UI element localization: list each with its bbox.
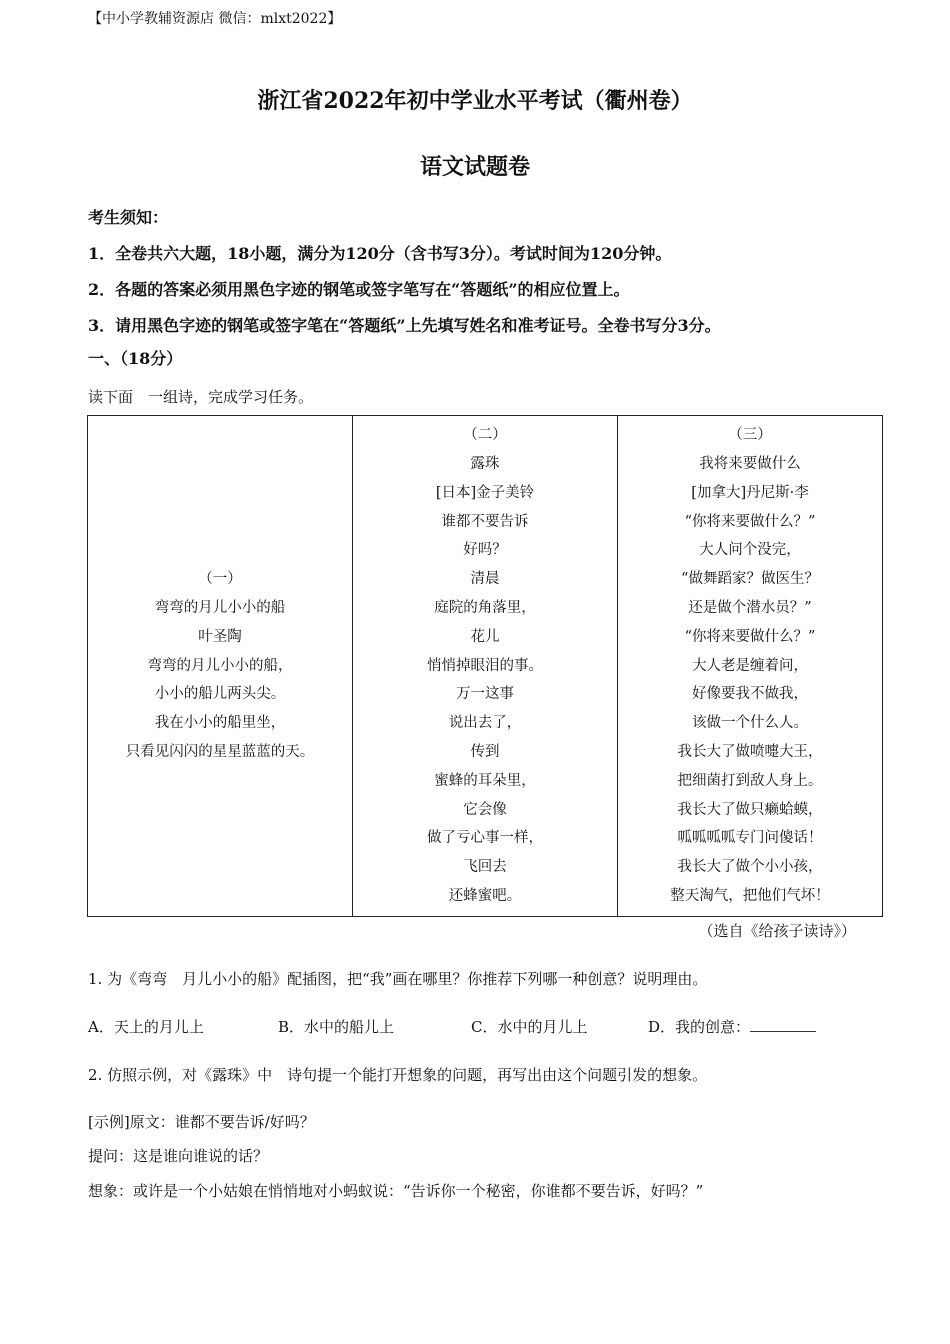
example-imagination: 想象：或许是一个小姑娘在悄悄地对小蚂蚁说：“告诉你一个秘密，你谁都不要告诉，好吗？” (88, 1182, 704, 1200)
poem-line: 好像要我不做我， (692, 686, 808, 703)
poem-line: 露珠 (470, 456, 500, 473)
poem-line: 悄悄掉眼泪的事。 (427, 657, 543, 674)
poem-line: 把细菌打到敌人身上。 (677, 772, 823, 789)
poem-line: 弯弯的月儿小小的船， (147, 657, 293, 674)
poem-line: 还蜂蜜吧。 (448, 887, 522, 904)
example-original: [示例]原文：谁都不要告诉/好吗？ (88, 1113, 315, 1131)
poem-line: 我长大了做喷嚏大王， (677, 743, 823, 760)
poem-source: （选自《给孩子读诗》） (698, 922, 856, 940)
poem-line: 还是做个潜水员？” (688, 600, 812, 616)
poem-line: “你将来要做什么？” (684, 628, 816, 645)
poem-line: 万一这事 (456, 686, 514, 703)
poem-line: 好吗？ (463, 542, 507, 559)
poem-table (87, 415, 883, 917)
header-note: 【中小学教辅资源店 微信：mlxt2022】 (88, 11, 342, 27)
notice-heading: 考生须知： (88, 208, 169, 227)
notice-item: 2．各题的答案必须用黑色字迹的钢笔或签字笔写在“答题纸”的相应位置上。 (88, 280, 630, 299)
poem-line: 我长大了做个小小孩， (677, 859, 823, 876)
poem-line: 做了亏心事一样， (427, 830, 543, 847)
exam-title: 浙江省2022年初中学业水平考试（衢州卷） (257, 88, 693, 114)
poem-line: （一） (198, 571, 242, 588)
poem-line: 传到 (470, 743, 500, 760)
example-question: 提问：这是谁向谁说的话？ (88, 1147, 269, 1165)
question-2: 2. 仿照示例，对《露珠》中 诗句提一个能打开想象的问题，再写出由这个问题引发的想象。 (88, 1066, 708, 1084)
option-d-label: D．我的创意： (648, 1018, 751, 1036)
notice-item: 3．请用黑色字迹的钢笔或签字笔在“答题纸”上先填写姓名和准考证号。全卷书写分3分。 (88, 316, 721, 335)
poem-line: 我在小小的船里坐， (154, 715, 286, 732)
exam-subtitle: 语文试题卷 (419, 154, 530, 180)
poem-line: （二） (463, 427, 507, 444)
poem-column-1 (88, 416, 352, 916)
answer-blank[interactable] (750, 1017, 816, 1032)
option-b: B．水中的船儿上 (278, 1018, 395, 1036)
poem-line: 花儿 (470, 628, 500, 645)
option-c: C．水中的月儿上 (471, 1018, 588, 1036)
poem-line: 呱呱呱呱专门问傻话！ (677, 830, 823, 847)
poem-column-3 (617, 416, 882, 916)
poem-column-2 (352, 416, 617, 916)
poem-line: 谁都不要告诉 (441, 513, 529, 530)
poem-line: [加拿大]丹尼斯·李 (691, 484, 809, 501)
poem-line: 弯弯的月儿小小的船 (154, 600, 286, 616)
option-d (648, 1016, 816, 1037)
notice-item: 1．全卷共六大题，18小题，满分为120分（含书写3分）。考试时间为120分钟。 (88, 244, 672, 263)
section-heading: 一、（18分） (88, 349, 183, 368)
poem-line: 它会像 (463, 801, 507, 818)
poem-line: 该做一个什么人。 (692, 715, 808, 732)
section-intro: 读下面 一组诗，完成学习任务。 (88, 388, 314, 406)
poem-line: 整天淘气，把他们气坏！ (670, 887, 830, 904)
poem-line: 大人问个没完， (699, 542, 801, 559)
poem-line: 大人老是缠着问， (692, 657, 808, 674)
poem-line: “你将来要做什么？” (684, 513, 816, 530)
question-1: 1. 为《弯弯 月儿小小的船》配插图，把“我”画在哪里？你推荐下列哪一种创意？说明理由。 (88, 970, 708, 988)
poem-line: 只看见闪闪的星星蓝蓝的天。 (125, 743, 315, 760)
poem-line: 我将来要做什么 (699, 456, 801, 473)
poem-line: [日本]金子美铃 (435, 484, 535, 501)
poem-line: 庭院的角落里， (434, 600, 536, 616)
poem-line: 我长大了做只癞蛤蟆， (677, 801, 823, 818)
poem-line: （三） (728, 427, 772, 444)
poem-line: 飞回去 (463, 859, 507, 876)
poem-line: “做舞蹈家？做医生？ (681, 571, 819, 588)
option-a: A．天上的月儿上 (88, 1018, 204, 1036)
poem-line: 说出去了， (448, 715, 522, 732)
poem-line: 蜜蜂的耳朵里， (434, 772, 536, 789)
poem-line: 清晨 (470, 571, 500, 588)
poem-line: 小小的船儿两头尖。 (154, 686, 286, 703)
poem-line: 叶圣陶 (198, 628, 242, 645)
